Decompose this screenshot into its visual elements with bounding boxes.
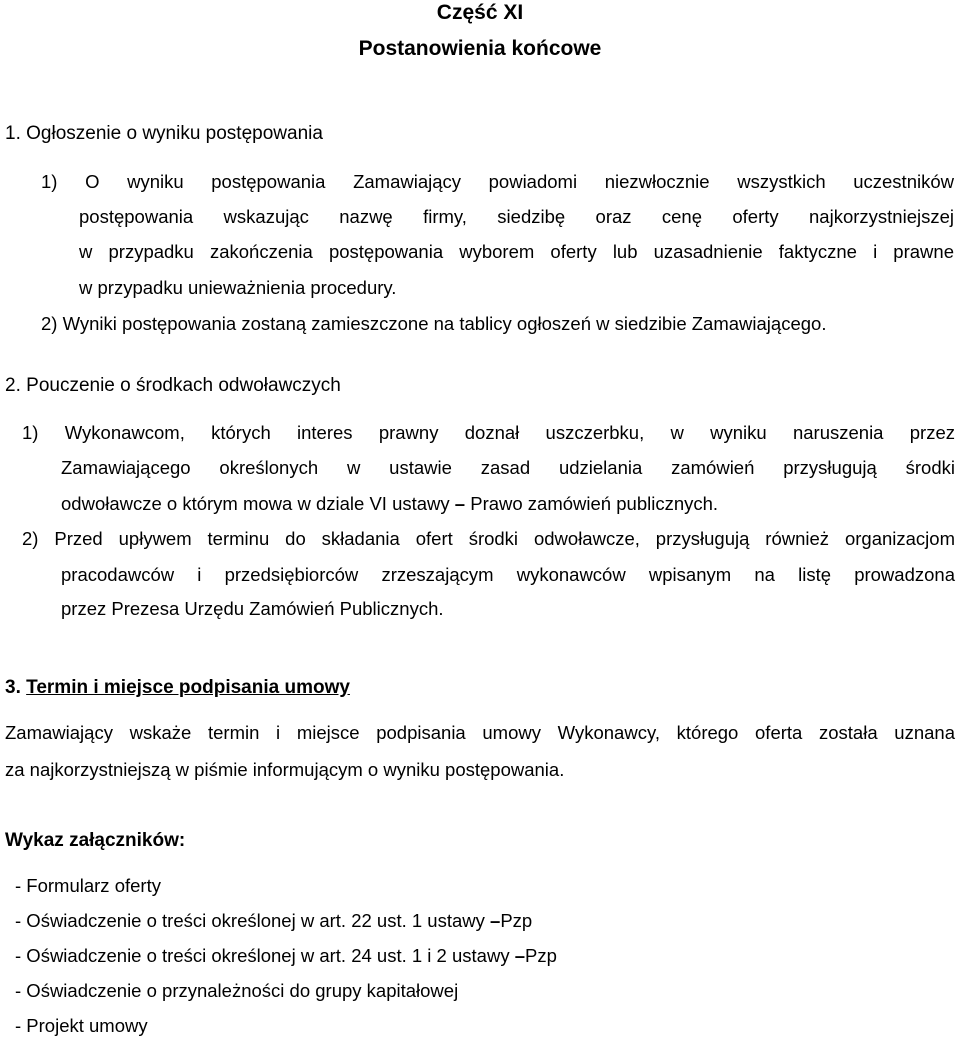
section3-heading [5, 678, 350, 697]
section2-p1-line2: Zamawiającego określonych w ustawie zasad udzielania zamówień przysługują środki [61, 457, 955, 478]
section2-heading [5, 376, 341, 395]
section1-p2: 2) Wyniki postępowania zostaną zamieszczone na tablicy ogłoszeń w siedzibie Zamawiającego. [41, 313, 827, 334]
part-title: Część XI [436, 1, 524, 24]
section2-p1-line3-a: odwoławcze o którym mowa w dziale VI ustawy [61, 493, 455, 514]
attachment-item-text: - Oświadczenie o treści określonej w art. 24 ust. 1 i 2 ustawy [15, 945, 515, 966]
section1-title: Ogłoszenie o wyniku postępowania [26, 123, 323, 144]
section2-p2-line3: przez Prezesa Urzędu Zamówień Publicznych. [61, 598, 444, 619]
section1-p1-line1: 1) O wyniku postępowania Zamawiający powiadomi niezwłocznie wszystkich uczestników [41, 171, 954, 192]
section1-p1-line2: postępowania wskazując nazwę firmy, siedzibę oraz cenę oferty najkorzystniejszej [79, 206, 954, 227]
attachment-item [15, 982, 458, 1001]
section2-p2-line2: pracodawców i przedsiębiorców zrzeszającym wykonawców wpisanym na listę prowadzona [61, 564, 955, 585]
section1-heading [5, 124, 323, 143]
part-subtitle: Postanowienia końcowe [358, 37, 602, 60]
section2-p1-line3-dash: – [454, 493, 466, 514]
section2-p1-line3-b: Prawo zamówień publicznych. [465, 493, 719, 514]
attachment-item [15, 947, 557, 966]
attachment-item-dash: – [514, 945, 526, 966]
section3-title: Termin i miejsce podpisania umowy [26, 677, 350, 698]
section1-p1-line3: w przypadku zakończenia postępowania wyborem oferty lub uzasadnienie faktyczne i prawne [79, 241, 954, 262]
attachment-item [15, 1017, 148, 1036]
attachment-item-text: - Formularz oferty [15, 875, 161, 896]
section2-title: Pouczenie o środkach odwoławczych [26, 375, 341, 396]
section2-number: 2. [5, 375, 21, 396]
section3-line1: Zamawiający wskaże termin i miejsce podpisania umowy Wykonawcy, którego oferta została uznana [5, 722, 955, 743]
attachment-item-dash: – [490, 910, 501, 931]
attachments-heading: Wykaz załączników: [5, 830, 186, 851]
section2-p1-line1: 1) Wykonawcom, których interes prawny doznał uszczerbku, w wyniku naruszenia przez [22, 422, 955, 443]
section3-line2: za najkorzystniejszą w piśmie informującym o wyniku postępowania. [5, 759, 565, 780]
section2-p2-line1: 2) Przed upływem terminu do składania ofert środki odwoławcze, przysługują również organizacjom [22, 528, 955, 549]
attachment-item [15, 877, 161, 896]
attachment-item-tail: Pzp [500, 910, 533, 931]
attachment-item [15, 912, 532, 931]
attachment-item-text: - Projekt umowy [15, 1015, 148, 1036]
section1-number: 1. [5, 123, 21, 144]
section2-p1-line3 [61, 495, 718, 514]
section1-p1-line4: w przypadku unieważnienia procedury. [79, 277, 397, 298]
section3-number: 3. [5, 677, 21, 698]
attachment-item-text: - Oświadczenie o treści określonej w art. 22 ust. 1 ustawy [15, 910, 491, 931]
attachment-item-text: - Oświadczenie o przynależności do grupy kapitałowej [15, 980, 459, 1001]
attachment-item-tail: Pzp [525, 945, 557, 966]
